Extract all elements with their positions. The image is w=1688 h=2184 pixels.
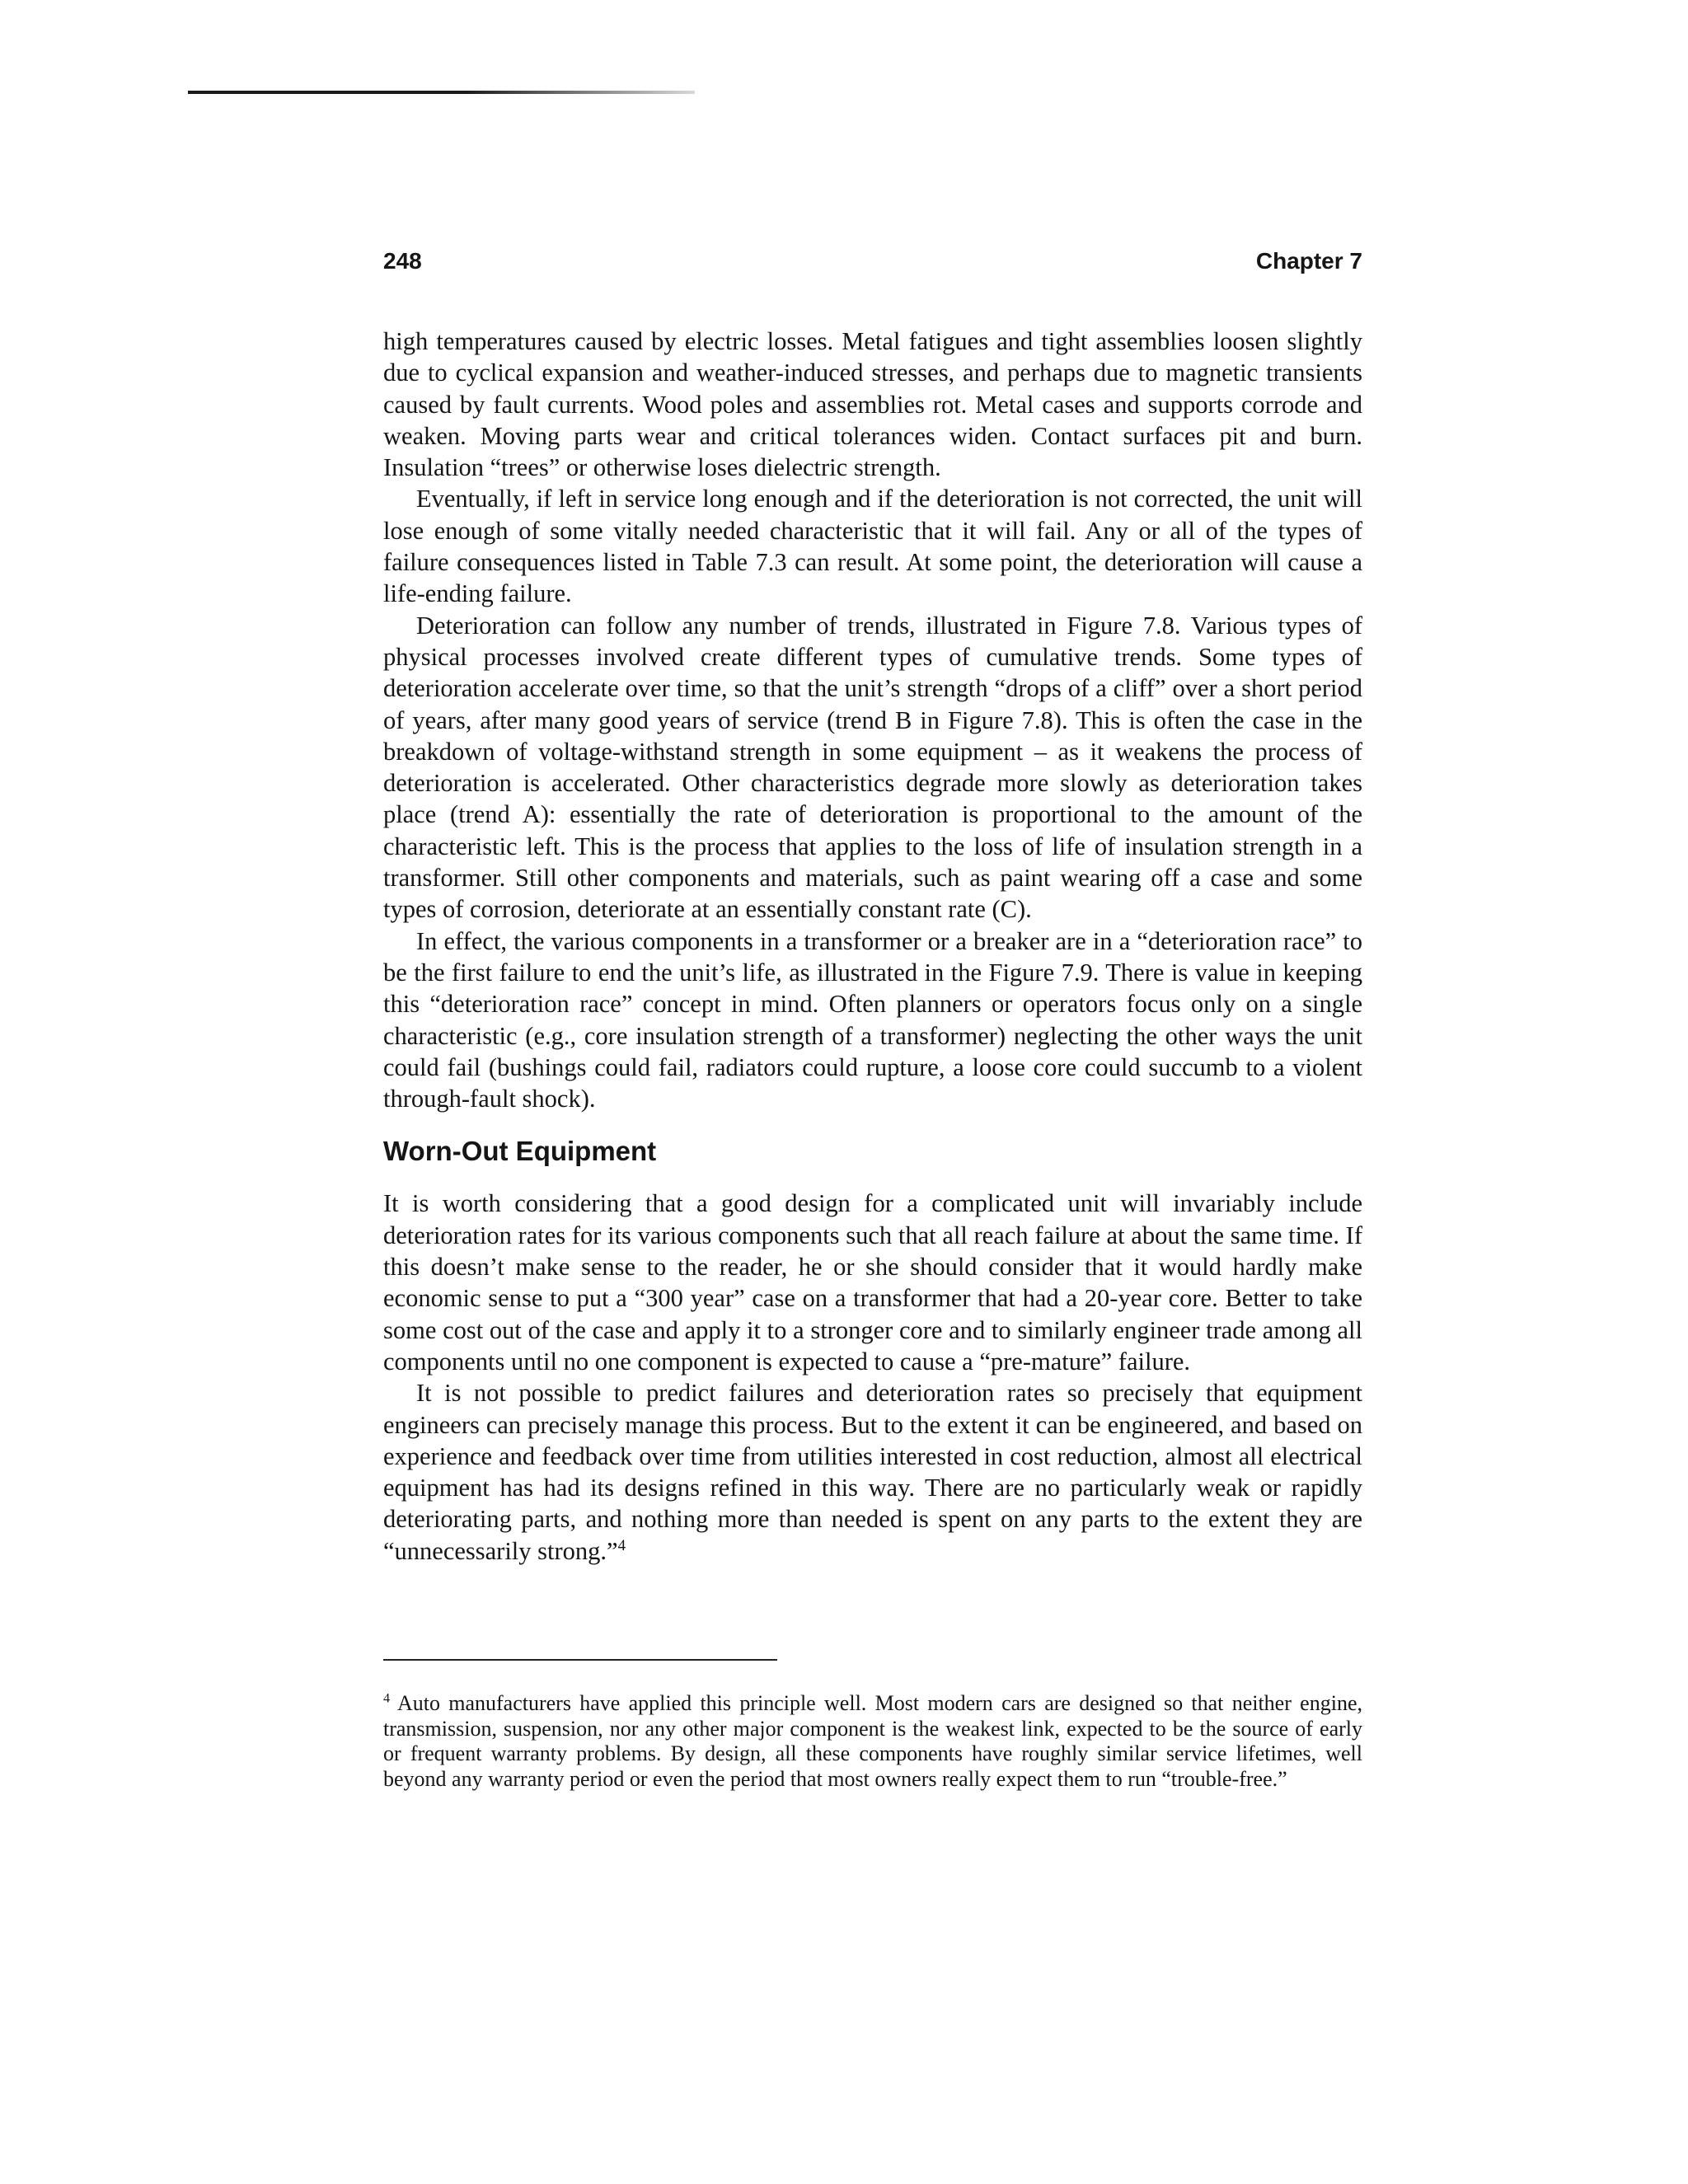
footnote [383,1691,1362,1792]
chapter-label: Chapter 7 [1255,248,1362,274]
paragraph-deterioration-trends: Deterioration can follow any number of trends, illustrated in Figure 7.8. Various types of physical processes involved create different types of cumulative trends. Some types of deterioration accelerate over time, so that the unit’s strength “drops of a cliff” over a short period of years, after many good years of service (trend B in Figure 7.8). This is often the case in the breakdown of voltage-withstand strength in some equipment – as it weakens the process of deterioration is accelerated. Other characteristics degrade more slowly as deterioration takes place (trend A): essentially the rate of deterioration is proportional to the amount of the characteristic left. This is the process that applies to the loss of life of insulation strength in a transformer. Still other components and materials, such as paint wearing off a case and some types of corrosion, deteriorate at an essentially constant rate (C). [383,611,1362,924]
footnote-text: Auto manufacturers have applied this principle well. Most modern cars are designed so that neither engine, transmission, suspension, nor any other major component is the weakest link, expected to be the source of early or frequent warranty problems. By design, all these components have roughly similar service lifetimes, well beyond any warranty period or even the period that most owners really expect them to run “trouble-free.” [383,1691,1362,1791]
footnote-reference: 4 [617,1536,626,1554]
paragraph-predict-failures [383,1377,1362,1567]
footnote-rule [383,1659,777,1661]
paragraph-predict-failures-text: It is not possible to predict failures and deterioration rates so precisely that equipment engineers can precisely manage this process. But to the extent it can be engineered, and based on experience and feedback over time from utilities interested in cost reduction, almost all electrical equipment has had its designs refined in this way. There are no particularly weak or rapidly deteriorating parts, and nothing more than needed is spent on any parts to the extent they are “unnecessarily strong.” [383,1379,1362,1565]
footnote-marker: 4 [383,1691,391,1706]
running-head [383,244,1362,279]
section-heading: Worn-Out Equipment [383,1136,657,1167]
paragraph-deterioration-race: In effect, the various components in a transformer or a breaker are in a “deterioration race” to be the first failure to end the unit’s life, as illustrated in the Figure 7.9. There is value in keeping this “deterioration race” concept in mind. Often planners or operators focus only on a single characteristic (e.g., core insulation strength of a transformer) neglecting the other ways the unit could fail (bushings could fail, radiators could rupture, a loose core could succumb to a violent through-fault shock). [383,926,1362,1113]
paragraph-continuation: high temperatures caused by electric losses. Metal fatigues and tight assemblies loosen slightly due to cyclical expansion and weather-induced stresses, and perhaps due to magnetic transients caused by fault currents. Wood poles and assemblies rot. Metal cases and supports corrode and weaken. Moving parts wear and critical tolerances widen. Contact surfaces pit and burn. Insulation “trees” or otherwise loses dielectric strength. [383,327,1362,482]
page-number: 248 [383,248,422,274]
footnote-paragraph [383,1691,1362,1792]
body-text [383,326,1362,1567]
paragraph-eventually: Eventually, if left in service long enough and if the deterioration is not corrected, the unit will lose enough of some vitally needed characteristic that it will fail. Any or all of the types of failure consequences listed in Table 7.3 can result. At some point, the deterioration will cause a life-ending failure. [383,485,1362,608]
paragraph-good-design: It is worth considering that a good design for a complicated unit will invariably include deterioration rates for its various components such that all reach failure at about the same time. If this doesn’t make sense to the reader, he or she should consider that it would hardly make economic sense to put a “300 year” case on a transformer that had a 20-year core. Better to take some cost out of the case and apply it to a stronger core and to similarly engineer trade among all components until no one component is expected to cause a “pre-mature” failure. [383,1189,1362,1376]
top-rule [188,91,695,94]
